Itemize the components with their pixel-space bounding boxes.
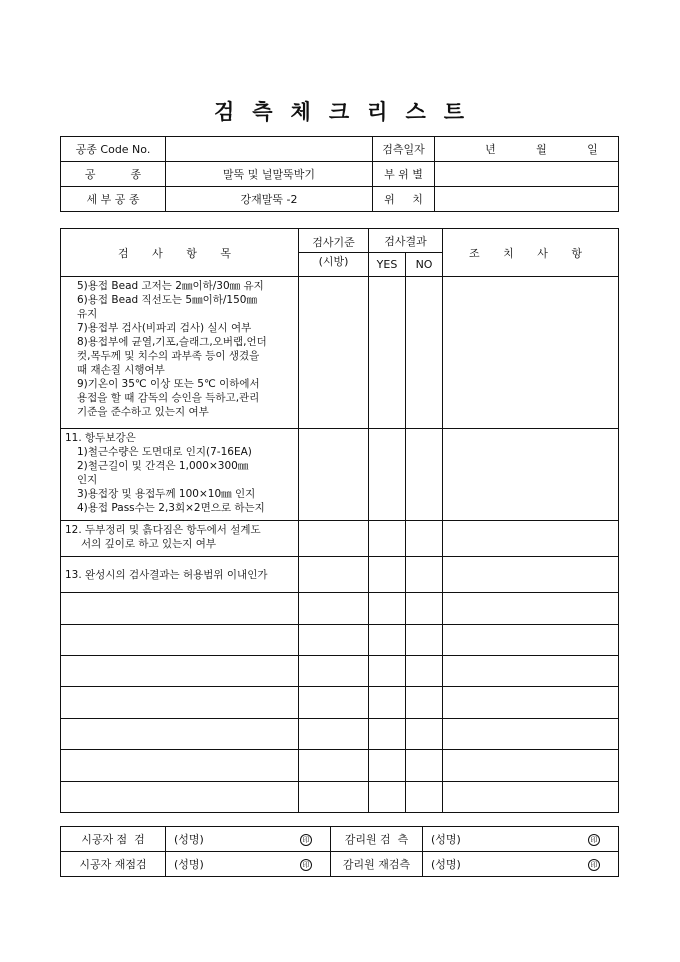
signature-row-1 [61, 827, 619, 852]
empty-row [61, 593, 619, 625]
location-value[interactable] [435, 187, 619, 212]
table-row [61, 277, 619, 429]
work-type-value[interactable]: 말뚝 및 널말뚝박기 [166, 162, 373, 187]
item-line: 8)용접부에 균열,기포,슬래그,오버랩,언더 [77, 336, 267, 348]
item-line: 11. 항두보강은 [65, 432, 136, 444]
title-char: 측 [252, 99, 275, 124]
table-row [61, 521, 619, 557]
supervisor-recheck-label: 감리원 재검측 [331, 852, 423, 877]
table-row [61, 429, 619, 521]
no-cell[interactable] [406, 719, 443, 750]
item-cell[interactable] [61, 656, 299, 687]
item-cell [61, 557, 299, 593]
action-cell[interactable] [443, 521, 619, 557]
seal-icon: 印 [300, 859, 312, 871]
standard-cell[interactable] [299, 782, 369, 813]
item-line: 유지 [77, 308, 98, 320]
header-no: NO [406, 253, 443, 277]
code-value[interactable] [166, 137, 373, 162]
item-cell[interactable] [61, 719, 299, 750]
date-year: 년 [485, 143, 496, 156]
seal-icon: 印 [300, 834, 312, 846]
item-line: 용접을 할 때 감독의 승인을 득하고,관리 [77, 392, 260, 404]
seal-icon: 印 [588, 834, 600, 846]
standard-cell[interactable] [299, 656, 369, 687]
item-line: 7)용접부 검사(비파괴 검사) 실시 여부 [77, 322, 252, 334]
title-char: 크 [328, 99, 352, 124]
header-result: 검사결과 [369, 229, 443, 253]
empty-row [61, 625, 619, 656]
item-cell[interactable] [61, 750, 299, 782]
action-cell[interactable] [443, 687, 619, 719]
action-cell[interactable] [443, 277, 619, 429]
seal-icon: 印 [588, 859, 600, 871]
item-line: 2)철근길이 및 간격은 1,000×300㎜ [77, 460, 249, 472]
empty-row [61, 750, 619, 782]
empty-row [61, 687, 619, 719]
header-action: 조 치 사 항 [443, 229, 619, 277]
yes-cell[interactable] [369, 429, 406, 521]
standard-cell[interactable] [299, 719, 369, 750]
item-line: 인지 [77, 474, 98, 486]
header-yes: YES [369, 253, 406, 277]
item-line: 4)용접 Pass수는 2,3회×2면으로 하는지 [77, 502, 265, 514]
action-cell[interactable] [443, 429, 619, 521]
supervisor-seal-cell[interactable] [481, 827, 619, 852]
yes-cell[interactable] [369, 593, 406, 625]
yes-cell[interactable] [369, 719, 406, 750]
item-cell[interactable] [61, 593, 299, 625]
action-cell[interactable] [443, 719, 619, 750]
standard-cell[interactable] [299, 557, 369, 593]
no-cell[interactable] [406, 687, 443, 719]
part-label: 부 위 별 [373, 162, 435, 187]
contractor-name-label: (성명) [166, 852, 239, 877]
title-char: 스 [405, 99, 428, 124]
yes-cell[interactable] [369, 782, 406, 813]
yes-cell[interactable] [369, 687, 406, 719]
no-cell[interactable] [406, 593, 443, 625]
standard-cell[interactable] [299, 593, 369, 625]
item-line: 9)기온이 35℃ 이상 또는 5℃ 이하에서 [77, 378, 260, 390]
empty-row [61, 656, 619, 687]
title-char: 체 [290, 99, 313, 124]
item-line: 3)용접장 및 용접두께 100×10㎜ 인지 [77, 488, 256, 500]
date-month: 월 [536, 143, 547, 156]
no-cell[interactable] [406, 782, 443, 813]
yes-cell[interactable] [369, 625, 406, 656]
date-day: 일 [587, 143, 598, 156]
yes-cell[interactable] [369, 277, 406, 429]
supervisor-seal-cell[interactable] [481, 852, 619, 877]
page-title [0, 96, 680, 126]
detail-type-label: 세 부 공 종 [61, 187, 166, 212]
item-cell [61, 521, 299, 557]
info-row-detail [61, 187, 619, 212]
date-label: 검측일자 [373, 137, 435, 162]
action-cell[interactable] [443, 593, 619, 625]
yes-cell[interactable] [369, 750, 406, 782]
part-value[interactable] [435, 162, 619, 187]
checklist-table [60, 228, 619, 813]
no-cell[interactable] [406, 277, 443, 429]
item-line: 13. 완성시의 검사결과는 허용범위 이내인가 [65, 568, 268, 581]
item-line: 1)철근수량은 도면대로 인지(7-16EA) [77, 446, 252, 458]
no-cell[interactable] [406, 521, 443, 557]
title-char: 검 [213, 99, 237, 124]
header-item: 검 사 항 목 [61, 229, 299, 277]
contractor-seal-cell[interactable] [239, 827, 331, 852]
action-cell[interactable] [443, 625, 619, 656]
detail-type-value[interactable]: 강재말뚝 -2 [166, 187, 373, 212]
header-standard-sub: (시방) [299, 253, 369, 277]
header-row-1 [61, 229, 619, 253]
action-cell[interactable] [443, 750, 619, 782]
item-line: 서의 깊이로 하고 있는지 여부 [81, 538, 217, 550]
no-cell[interactable] [406, 750, 443, 782]
item-cell[interactable] [61, 782, 299, 813]
item-cell [61, 277, 299, 429]
contractor-recheck-label: 시공자 재점검 [61, 852, 166, 877]
item-cell[interactable] [61, 625, 299, 656]
item-line: 12. 두부정리 및 흙다짐은 항두에서 설계도 [65, 524, 261, 536]
item-line: 5)용접 Bead 고저는 2㎜이하/30㎜ 유지 [77, 280, 264, 292]
header-standard: 검사기준 [299, 229, 369, 253]
signature-table [60, 826, 619, 877]
code-label: 공종 Code No. [61, 137, 166, 162]
yes-cell[interactable] [369, 521, 406, 557]
work-type-label: 공 종 [61, 162, 166, 187]
standard-cell[interactable] [299, 277, 369, 429]
item-cell [61, 429, 299, 521]
standard-cell[interactable] [299, 521, 369, 557]
standard-cell[interactable] [299, 750, 369, 782]
item-cell[interactable] [61, 687, 299, 719]
item-line: 6)용접 Bead 직선도는 5㎜이하/150㎜ [77, 294, 257, 306]
no-cell[interactable] [406, 429, 443, 521]
info-row-code [61, 137, 619, 162]
date-value[interactable] [435, 137, 619, 162]
location-label: 위 치 [373, 187, 435, 212]
info-table [60, 136, 619, 212]
contractor-seal-cell[interactable] [239, 852, 331, 877]
title-char: 리 [367, 99, 390, 124]
standard-cell[interactable] [299, 429, 369, 521]
item-line: 기준을 준수하고 있는지 여부 [77, 406, 209, 418]
empty-row [61, 782, 619, 813]
yes-cell[interactable] [369, 656, 406, 687]
no-cell[interactable] [406, 625, 443, 656]
info-row-work [61, 162, 619, 187]
supervisor-name-label: (성명) [423, 827, 481, 852]
standard-cell[interactable] [299, 625, 369, 656]
contractor-check-label: 시공자 점 검 [61, 827, 166, 852]
supervisor-name-label: (성명) [423, 852, 481, 877]
empty-row [61, 719, 619, 750]
action-cell[interactable] [443, 656, 619, 687]
no-cell[interactable] [406, 557, 443, 593]
standard-cell[interactable] [299, 687, 369, 719]
table-row [61, 557, 619, 593]
item-line: 컷,목두께 및 치수의 과부족 등이 생겼을 [77, 350, 260, 362]
yes-cell[interactable] [369, 557, 406, 593]
no-cell[interactable] [406, 656, 443, 687]
item-line: 때 재손질 시행여부 [77, 364, 165, 376]
contractor-name-label: (성명) [166, 827, 239, 852]
action-cell[interactable] [443, 557, 619, 593]
signature-row-2 [61, 852, 619, 877]
action-cell[interactable] [443, 782, 619, 813]
supervisor-check-label: 감리원 검 측 [331, 827, 423, 852]
title-char: 트 [443, 99, 467, 124]
